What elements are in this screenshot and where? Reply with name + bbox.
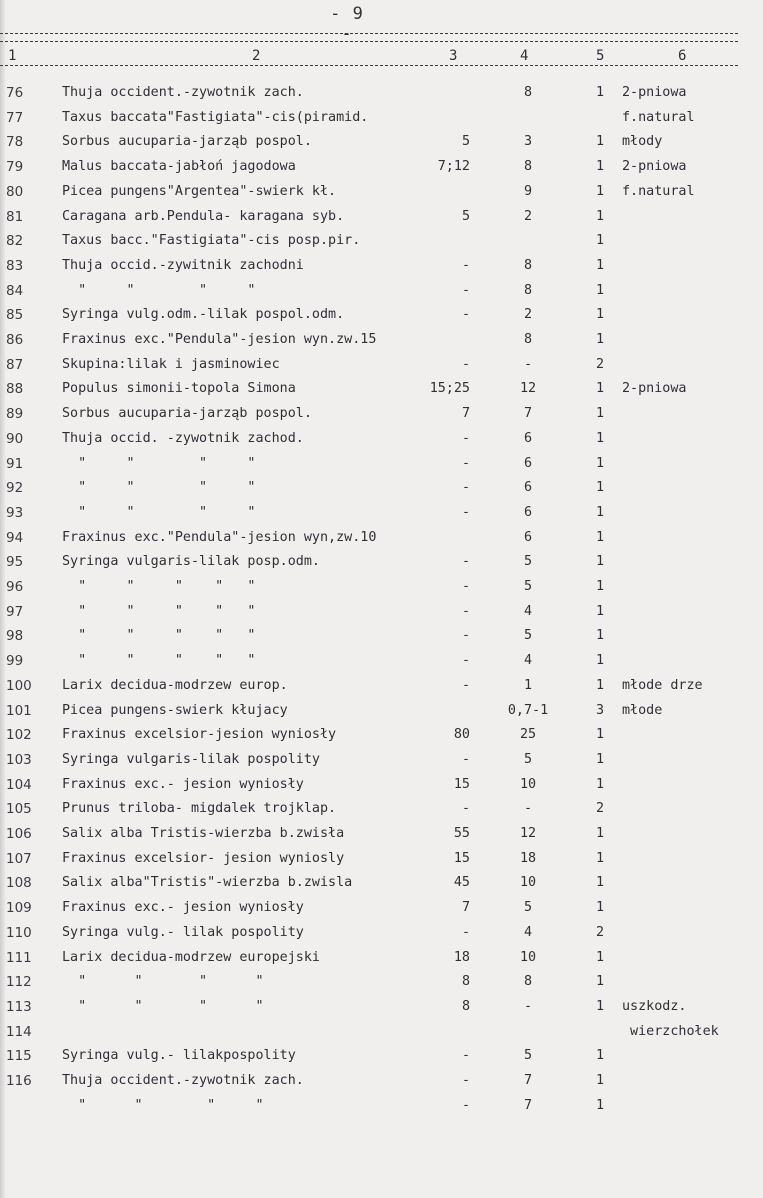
column-5-value: 1 [595,134,605,150]
column-4-value: - [523,801,533,817]
table-row [0,973,763,997]
table-row [0,998,763,1022]
column-5-value: 1 [595,282,605,298]
species-name: Thuja occident.-zywotnik zach. [62,1073,304,1088]
row-number: 89 [6,406,24,423]
species-name: " " " " [62,1097,264,1113]
column-4-value: 10 [519,875,537,891]
row-number: 76 [6,85,24,101]
column-4-value: 5 [523,628,533,644]
row-number: 111 [6,949,32,966]
table-row [0,479,763,503]
column-4-value: 8 [523,85,533,100]
column-4-value: 5 [523,900,533,916]
column-3-value: - [461,924,470,940]
species-name: Syringa vulg.- lilak pospolity [62,924,304,940]
column-3-value: 15 [453,850,470,866]
column-5-value: 1 [595,603,605,619]
species-name: Thuja occident.-zywotnik zach. [62,85,304,100]
column-5-value: 1 [595,1048,605,1064]
column-5-value: 1 [595,751,605,767]
column-3-value: - [461,603,470,619]
column-3-value: 5 [461,208,470,224]
column-4-value: 2 [523,307,533,323]
row-number: 99 [6,653,24,670]
species-name: Larix decidua-modrzew europejski [62,949,320,965]
table-row [0,529,763,553]
species-name: Salix alba Tristis-wierzba b.zwisła [62,826,345,841]
row-number: 95 [6,554,24,571]
column-header-1: 1 [8,48,17,64]
row-number: 84 [6,282,24,299]
species-name: Thuja occid. -zywotnik zachod. [62,430,304,446]
column-3-value: 18 [453,949,470,965]
table-row [0,356,763,380]
column-header-2: 2 [252,48,261,64]
table-row [0,603,763,627]
column-3-value: - [461,282,470,298]
row-number: 110 [6,924,32,941]
column-3-value: - [461,257,470,273]
column-4-value: 6 [523,480,533,496]
column-4-value: 8 [523,257,533,273]
table-row [0,578,763,602]
row-number: 101 [6,702,32,719]
column-4-value: 7 [523,1097,533,1113]
column-4-value: 12 [519,826,537,841]
row-number: 109 [6,900,32,917]
column-3-value: 7 [461,900,470,916]
column-5-value: 1 [595,900,605,916]
species-name: Prunus triloba- migdalek trojklap. [62,801,337,817]
column-5-value: 1 [595,727,605,743]
row-number: 114 [6,1023,32,1040]
species-name: Fraxinus exc.- jesion wyniosły [62,776,304,792]
table-row [0,455,763,479]
column-5-value: 1 [595,381,605,397]
column-3-value: 8 [461,998,470,1014]
column-4-value: 9 [523,183,533,199]
species-name: Fraxinus exc."Pendula"-jesion wyn,zw.10 [62,529,377,545]
row-number: 102 [6,727,32,744]
column-4-value: 4 [523,924,533,940]
column-6-note: 2-pniowa [622,381,687,397]
species-name: Fraxinus exc.- jesion wyniosły [62,900,304,916]
table-row [0,800,763,824]
column-4-value: 3 [523,134,533,150]
column-5-value: 1 [595,183,605,199]
column-4-value: 6 [523,504,533,520]
column-4-value: 5 [523,1048,533,1064]
page-number: - 9 - [330,4,364,44]
species-name: Thuja occid.-zywitnik zachodni [62,257,304,273]
column-5-value: 2 [595,801,605,817]
column-header-4: 4 [520,48,529,64]
row-number: 108 [6,875,32,892]
column-3-value: - [461,356,470,372]
row-number: 93 [6,504,24,521]
column-5-value: 2 [595,924,605,940]
header-rule-top [0,33,738,34]
table-row [0,504,763,528]
column-3-value: 15 [453,776,470,792]
row-number: 77 [6,109,24,126]
row-number: 106 [6,826,32,842]
table-row [0,652,763,676]
species-name: Fraxinus excelsior- jesion wyniosly [62,850,345,866]
column-3-value: - [461,455,470,471]
species-name: Salix alba"Tristis"-wierzba b.zwisla [62,875,353,891]
row-number: 79 [6,159,24,176]
column-3-value: 7 [461,406,470,422]
column-3-value: - [461,677,470,693]
row-number: 116 [6,1073,32,1089]
row-number: 107 [6,850,32,867]
column-4-value: 1 [523,677,533,693]
column-5-value: 1 [595,332,605,347]
column-4-value: 10 [519,949,537,965]
column-4-value: - [523,356,533,372]
column-5-value: 1 [595,677,605,693]
table-row [0,553,763,577]
table-row [0,776,763,800]
table-row [0,306,763,330]
column-3-value: - [461,1048,470,1064]
row-number: 90 [6,430,24,447]
row-number: 104 [6,776,32,793]
species-name: " " " " [62,480,256,496]
column-6-note: młody [622,134,663,150]
column-3-value: - [461,653,470,669]
column-6-note: młode [622,702,663,718]
column-4-value: 5 [523,751,533,767]
header-rule-bottom [0,65,738,66]
table-row [0,677,763,701]
table-row [0,232,763,256]
species-name: " " " " " [62,579,256,594]
table-row [0,702,763,726]
column-5-value: 1 [595,1073,605,1088]
table-row [0,899,763,923]
species-name: " " " " " [62,603,256,619]
species-name: Taxus baccata"Fastigiata"-cis(piramid. [62,109,369,125]
column-3-value: - [461,504,470,520]
species-name: Picea pungens-swierk kłujacy [62,702,288,718]
column-6-note: wierzchołek [622,1023,719,1039]
table-row [0,874,763,898]
row-number: 98 [6,628,24,645]
row-number: 78 [6,134,24,151]
row-number: 97 [6,603,24,620]
row-number: 91 [6,455,24,472]
table-row [0,183,763,207]
species-name: " " " " " [62,628,256,644]
column-3-value: 80 [453,727,470,743]
column-5-value: 1 [595,85,605,100]
species-name: Syringa vulg.- lilakpospolity [62,1048,296,1064]
column-3-value: - [461,579,470,594]
species-name: Populus simonii-topola Simona [62,381,296,397]
column-6-note: uszkodz. [622,998,687,1014]
column-3-value: - [461,1073,470,1088]
table-row [0,282,763,306]
column-header-5: 5 [596,48,605,64]
table-row [0,751,763,775]
column-4-value: 25 [519,727,537,743]
column-5-value: 1 [595,406,605,422]
species-name: Malus baccata-jabłoń jagodowa [62,159,296,175]
species-name: Syringa vulg.odm.-lilak pospol.odm. [62,307,345,323]
column-5-value: 2 [595,356,605,372]
column-3-value: 45 [453,875,470,891]
column-5-value: 1 [595,455,605,471]
table-row [0,949,763,973]
column-3-value: 8 [461,974,470,990]
species-name: " " " " " [62,653,256,669]
table-row [0,380,763,404]
column-5-value: 1 [595,554,605,570]
column-4-value: 12 [519,381,537,397]
column-4-value: 0,7-1 [507,702,549,718]
row-number: 81 [6,208,24,225]
table-row [0,825,763,849]
column-5-value: 1 [595,1097,605,1113]
species-name: " " " " [62,455,256,471]
species-name: Fraxinus excelsior-jesion wyniosły [62,727,337,743]
table-row [0,850,763,874]
column-5-value: 1 [595,430,605,446]
row-number: 92 [6,480,24,497]
column-5-value: 1 [595,307,605,323]
column-4-value: 4 [523,603,533,619]
column-3-value: 7;12 [437,159,470,175]
table-row [0,924,763,948]
column-3-value: - [461,751,470,767]
row-number: 115 [6,1048,32,1065]
row-number: 94 [6,529,24,546]
column-3-value: - [461,628,470,644]
column-4-value: 6 [523,455,533,471]
column-5-value: 1 [595,850,605,866]
column-5-value: 1 [595,529,605,545]
table-row [0,405,763,429]
column-5-value: 3 [595,702,605,718]
column-4-value: 8 [523,159,533,175]
column-5-value: 1 [595,579,605,594]
column-3-value: - [461,430,470,446]
table-row [0,627,763,651]
column-4-value: - [523,998,533,1014]
species-name: " " " " [62,998,264,1014]
column-5-value: 1 [595,257,605,273]
table-row [0,331,763,355]
species-name: Sorbus aucuparia-jarząb pospol. [62,134,312,150]
column-3-value: - [461,480,470,496]
table-row [0,257,763,281]
column-5-value: 1 [595,826,605,841]
column-5-value: 1 [595,875,605,891]
table-row [0,1097,763,1121]
column-4-value: 5 [523,554,533,570]
column-header-3: 3 [449,48,458,64]
column-5-value: 1 [595,159,605,175]
species-name: Picea pungens"Argentea"-swierk kł. [62,183,337,199]
table-row [0,726,763,750]
row-number: 103 [6,751,32,768]
column-4-value: 7 [523,406,533,422]
column-4-value: 6 [523,529,533,545]
table-row [0,430,763,454]
column-5-value: 1 [595,974,605,990]
column-4-value: 18 [519,850,537,866]
row-number: 80 [6,183,24,200]
column-6-note: 2-pniowa [622,85,687,100]
row-number: 86 [6,332,24,348]
column-3-value: - [461,554,470,570]
species-name: Syringa vulgaris-lilak posp.odm. [62,554,320,570]
row-number: 100 [6,677,32,694]
table-row [0,84,763,108]
row-number: 105 [6,801,32,818]
species-name: Skupina:lilak i jasminowiec [62,356,280,372]
column-3-value: 15;25 [429,381,470,397]
column-4-value: 8 [523,332,533,347]
row-number: 112 [6,974,32,991]
column-3-value: - [461,1097,470,1113]
column-4-value: 2 [523,208,533,224]
table-row [0,1047,763,1071]
column-3-value: - [461,307,470,323]
column-5-value: 1 [595,949,605,965]
column-4-value: 10 [519,776,537,792]
column-6-note: 2-pniowa [622,159,687,175]
species-name: Larix decidua-modrzew europ. [62,677,288,693]
row-number: 113 [6,998,32,1015]
table-row [0,1072,763,1096]
column-5-value: 1 [595,480,605,496]
column-6-note: f.natural [622,183,695,199]
column-header-6: 6 [678,48,687,64]
row-number: 83 [6,257,24,274]
column-4-value: 8 [523,974,533,990]
column-4-value: 8 [523,282,533,298]
row-number: 82 [6,233,24,250]
table-row [0,158,763,182]
column-5-value: 1 [595,628,605,644]
column-4-value: 6 [523,430,533,446]
table-row [0,208,763,232]
species-name: " " " " [62,504,256,520]
species-name: " " " " [62,282,256,298]
column-6-note: f.natural [622,109,695,125]
species-name: Taxus bacc."Fastigiata"-cis posp.pir. [62,233,361,249]
column-5-value: 1 [595,208,605,224]
column-4-value: 5 [523,579,533,594]
row-number: 88 [6,381,24,398]
column-5-value: 1 [595,998,605,1014]
species-name: " " " " [62,974,264,990]
column-3-value: - [461,801,470,817]
column-5-value: 1 [595,504,605,520]
row-number: 85 [6,307,24,324]
table-row [0,1023,763,1047]
species-name: Caragana arb.Pendula- karagana syb. [62,208,345,224]
species-name: Fraxinus exc."Pendula"-jesion wyn.zw.15 [62,332,377,347]
column-3-value: 55 [453,826,470,841]
column-6-note: młode drze [622,677,703,693]
table-row [0,133,763,157]
header-rule-top-2 [0,41,738,42]
column-3-value: 5 [461,134,470,150]
row-number: 87 [6,356,24,373]
column-4-value: 7 [523,1073,533,1088]
table-row [0,109,763,133]
column-5-value: 1 [595,233,605,249]
column-5-value: 1 [595,653,605,669]
column-5-value: 1 [595,776,605,792]
species-name: Sorbus aucuparia-jarząb pospol. [62,406,312,422]
row-number: 96 [6,579,24,595]
column-4-value: 4 [523,653,533,669]
species-name: Syringa vulgaris-lilak pospolity [62,751,320,767]
